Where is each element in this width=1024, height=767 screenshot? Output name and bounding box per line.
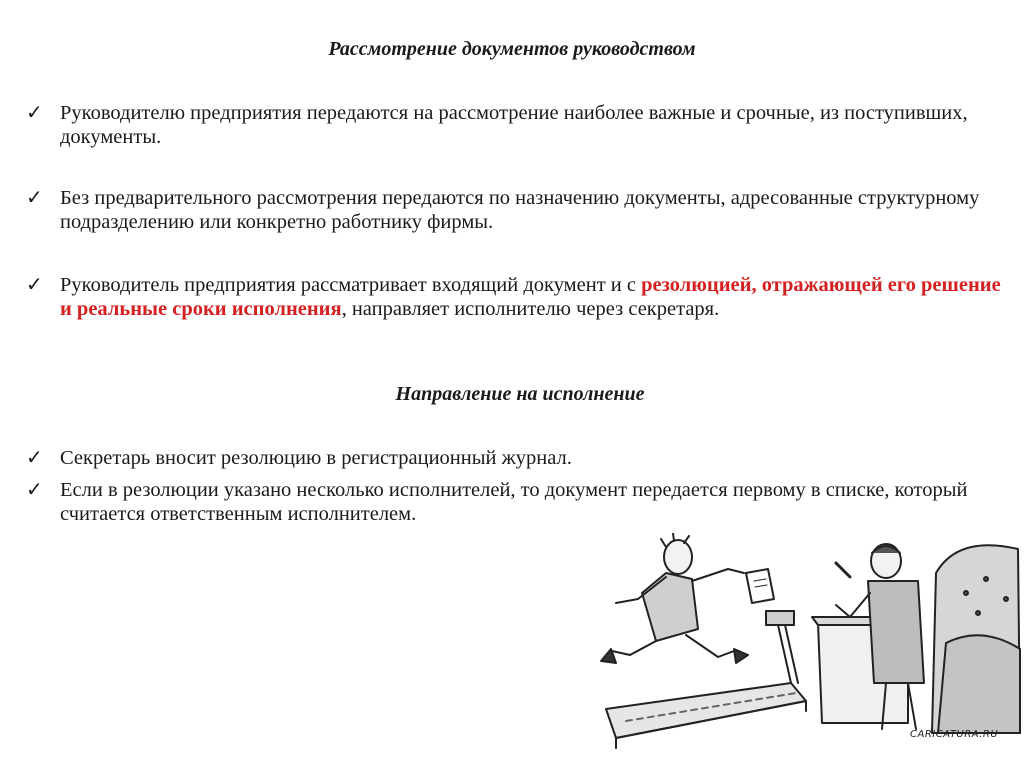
bullet-item-4 — [26, 446, 1015, 470]
checkmark-icon: ✓ — [26, 187, 43, 209]
bullet-item-3 — [26, 273, 1015, 321]
checkmark-icon: ✓ — [26, 479, 43, 501]
treadmill-drawing — [606, 611, 806, 748]
bullet-text: Руководителю предприятия передаются на рассмотрение наиболее важные и срочные, из поступивших, документы. — [60, 102, 968, 148]
bullet-text — [60, 273, 1015, 321]
checkmark-icon: ✓ — [26, 274, 43, 296]
section-title-execution: Направление на исполнение — [395, 383, 645, 405]
running-man-drawing — [601, 533, 774, 663]
section-title-review: Рассмотрение документов руководством — [328, 38, 696, 60]
checkmark-icon: ✓ — [26, 102, 43, 124]
checkmark-icon: ✓ — [26, 447, 43, 469]
bullet-item-5 — [26, 478, 1015, 526]
bullet-text-end: , направляет исполнителю через секретаря. — [341, 298, 720, 320]
bullet-text: Секретарь вносит резолюцию в регистрационный журнал. — [60, 447, 572, 469]
armchair-drawing — [932, 545, 1020, 733]
bullet-text: Без предварительного рассмотрения передаются по назначению документы, адресованные структурному подразделению или конкретно работнику фирмы. — [60, 187, 980, 233]
bullet-text-start: Руководитель предприятия рассматривает входящий документ и с — [60, 274, 642, 296]
bullet-text: Если в резолюции указано несколько исполнителей, то документ передается первому в списке, который считается ответственным исполнителем. — [60, 479, 968, 525]
cartoon-signature: CARICATURA.RU — [910, 729, 999, 740]
bullet-item-2 — [26, 186, 1015, 234]
bullet-item-1 — [26, 101, 1015, 149]
highlighted-resolution-text: резолюцией, отражающей его решение и реальные сроки исполнения — [60, 274, 1001, 320]
